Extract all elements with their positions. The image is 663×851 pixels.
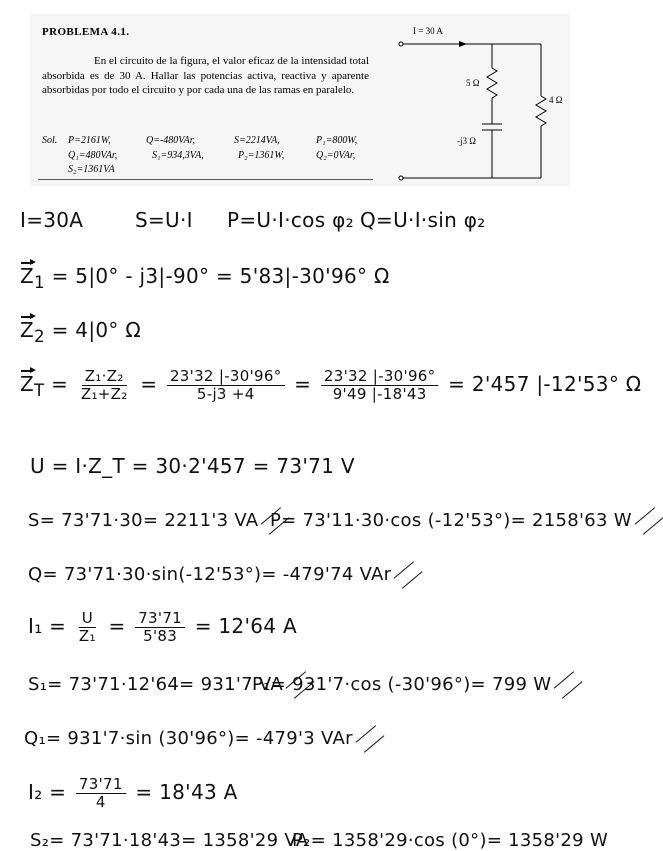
result-mark <box>394 561 423 588</box>
p1-line: P₁= 931'7·cos (-30'96°)= 799 W <box>252 674 581 695</box>
apparent-power-formula: S=U·I <box>135 208 193 232</box>
active-power-formula: P=U·I·cos φ₂ <box>227 208 354 232</box>
solution-value: P₂=1361W, <box>238 149 285 161</box>
q1-line: Q₁= 931'7·sin (30'96°)= -479'3 VAr <box>24 728 383 749</box>
voltage-line: U = I·Z_T = 30·2'457 = 73'71 V <box>30 454 355 478</box>
s1-line: S₁= 73'71·12'64= 931'7 VA <box>28 674 313 695</box>
solution-value: Q₁=480VAr, <box>68 149 118 161</box>
i2-line: I₂ = $\frac{73'71}{4}$ = 18'43 A <box>28 775 238 811</box>
z2-line: $Z_2 = 4|0^\circ$ Ω <box>20 318 141 346</box>
zt-fraction-2: $\frac{23'32 |-30'96^\circ}{5-j3 +4}$ <box>167 368 285 403</box>
p2-line: P₂= 1358'29·cos (0°)= 1358'29 W <box>292 830 609 851</box>
r2-label: 4 Ω <box>549 95 563 105</box>
zt-fraction-3: $\frac{23'32 |-30'96^\circ}{9'49 |-18'43}$ <box>321 368 439 403</box>
solution-value: S=2214VA, <box>234 135 280 146</box>
divider <box>38 179 373 180</box>
solution-value: P₁=800W, <box>316 135 358 146</box>
r1-label: 5 Ω <box>466 78 480 88</box>
total-apparent-power: S= 73'71·30= 2211'3 VA <box>28 510 288 531</box>
problem-title: PROBLEMA 4.1. <box>42 26 130 38</box>
solution-value: S₁=934,3VA, <box>152 149 204 161</box>
given-current: I=30A <box>20 208 84 232</box>
z1-line: $Z_1 = 5|0^\circ - j3|-90^\circ = 5'83|-30'96^\circ$ Ω <box>20 264 390 292</box>
c1-label: -j3 Ω <box>457 136 476 146</box>
solution-block <box>42 134 377 178</box>
result-mark <box>554 671 583 698</box>
solution-value: Q₂=0VAr, <box>316 149 356 161</box>
solution-row-2 <box>42 149 377 164</box>
result-mark <box>355 725 384 752</box>
zt-line: $Z_T$ = $\frac{\text{Z₁·Z₂}}{\text{Z₁+Z₂}}$ = $\frac{23'32 |-30'96^\circ}{5-j3 +4}$ = $\frac{23'32 |-30'96^\circ}{9'49 |-18'43}$ = 2'457 |-12'53° Ω <box>20 367 642 403</box>
zt-result: = 2'457 |-12'53° Ω <box>448 372 642 396</box>
total-reactive-power: Q= 73'71·30·sin(-12'53°)= -479'74 VAr <box>28 564 421 585</box>
solution-value: Q=-480VAr, <box>146 135 196 146</box>
solution-value: P=2161W, <box>68 135 111 146</box>
arrow-icon <box>459 41 467 47</box>
zt-fraction-1: $\frac{\text{Z₁·Z₂}}{\text{Z₁+Z₂}}$ <box>80 367 128 403</box>
current-label: I = 30 A <box>413 26 443 36</box>
result-mark <box>634 507 663 534</box>
circuit-diagram <box>365 8 565 183</box>
problem-text: En el circuito de la figura, el valor eficaz de la intensidad total absorbida es de 30 A. Hallar las potencias activa, reactiva y aparente absorbidas por todo el circuito y por cada una de las ramas en paralelo. <box>42 55 369 96</box>
z1-equation: = 5|0° - j3|-90° = 5'83|-30'96° Ω <box>51 264 390 288</box>
i1-line: I₁ = $\frac{U}{\text{Z₁}}$ = $\frac{73'71}{5'83}$ = 12'64 A <box>28 609 297 645</box>
solution-row-1 <box>42 134 377 149</box>
total-active-power: P= 73'11·30·cos (-12'53°)= 2158'63 W <box>270 510 662 531</box>
solution-prefix: Sol. <box>42 135 58 146</box>
s2-line: S₂= 73'71·18'43= 1358'29 VA <box>30 830 309 851</box>
reactive-power-formula: Q=U·I·sin φ₂ <box>360 208 486 232</box>
solution-value: S₂=1361VA <box>68 164 115 175</box>
solution-row-3 <box>42 163 377 178</box>
z2-equation: = 4|0° Ω <box>51 318 141 342</box>
